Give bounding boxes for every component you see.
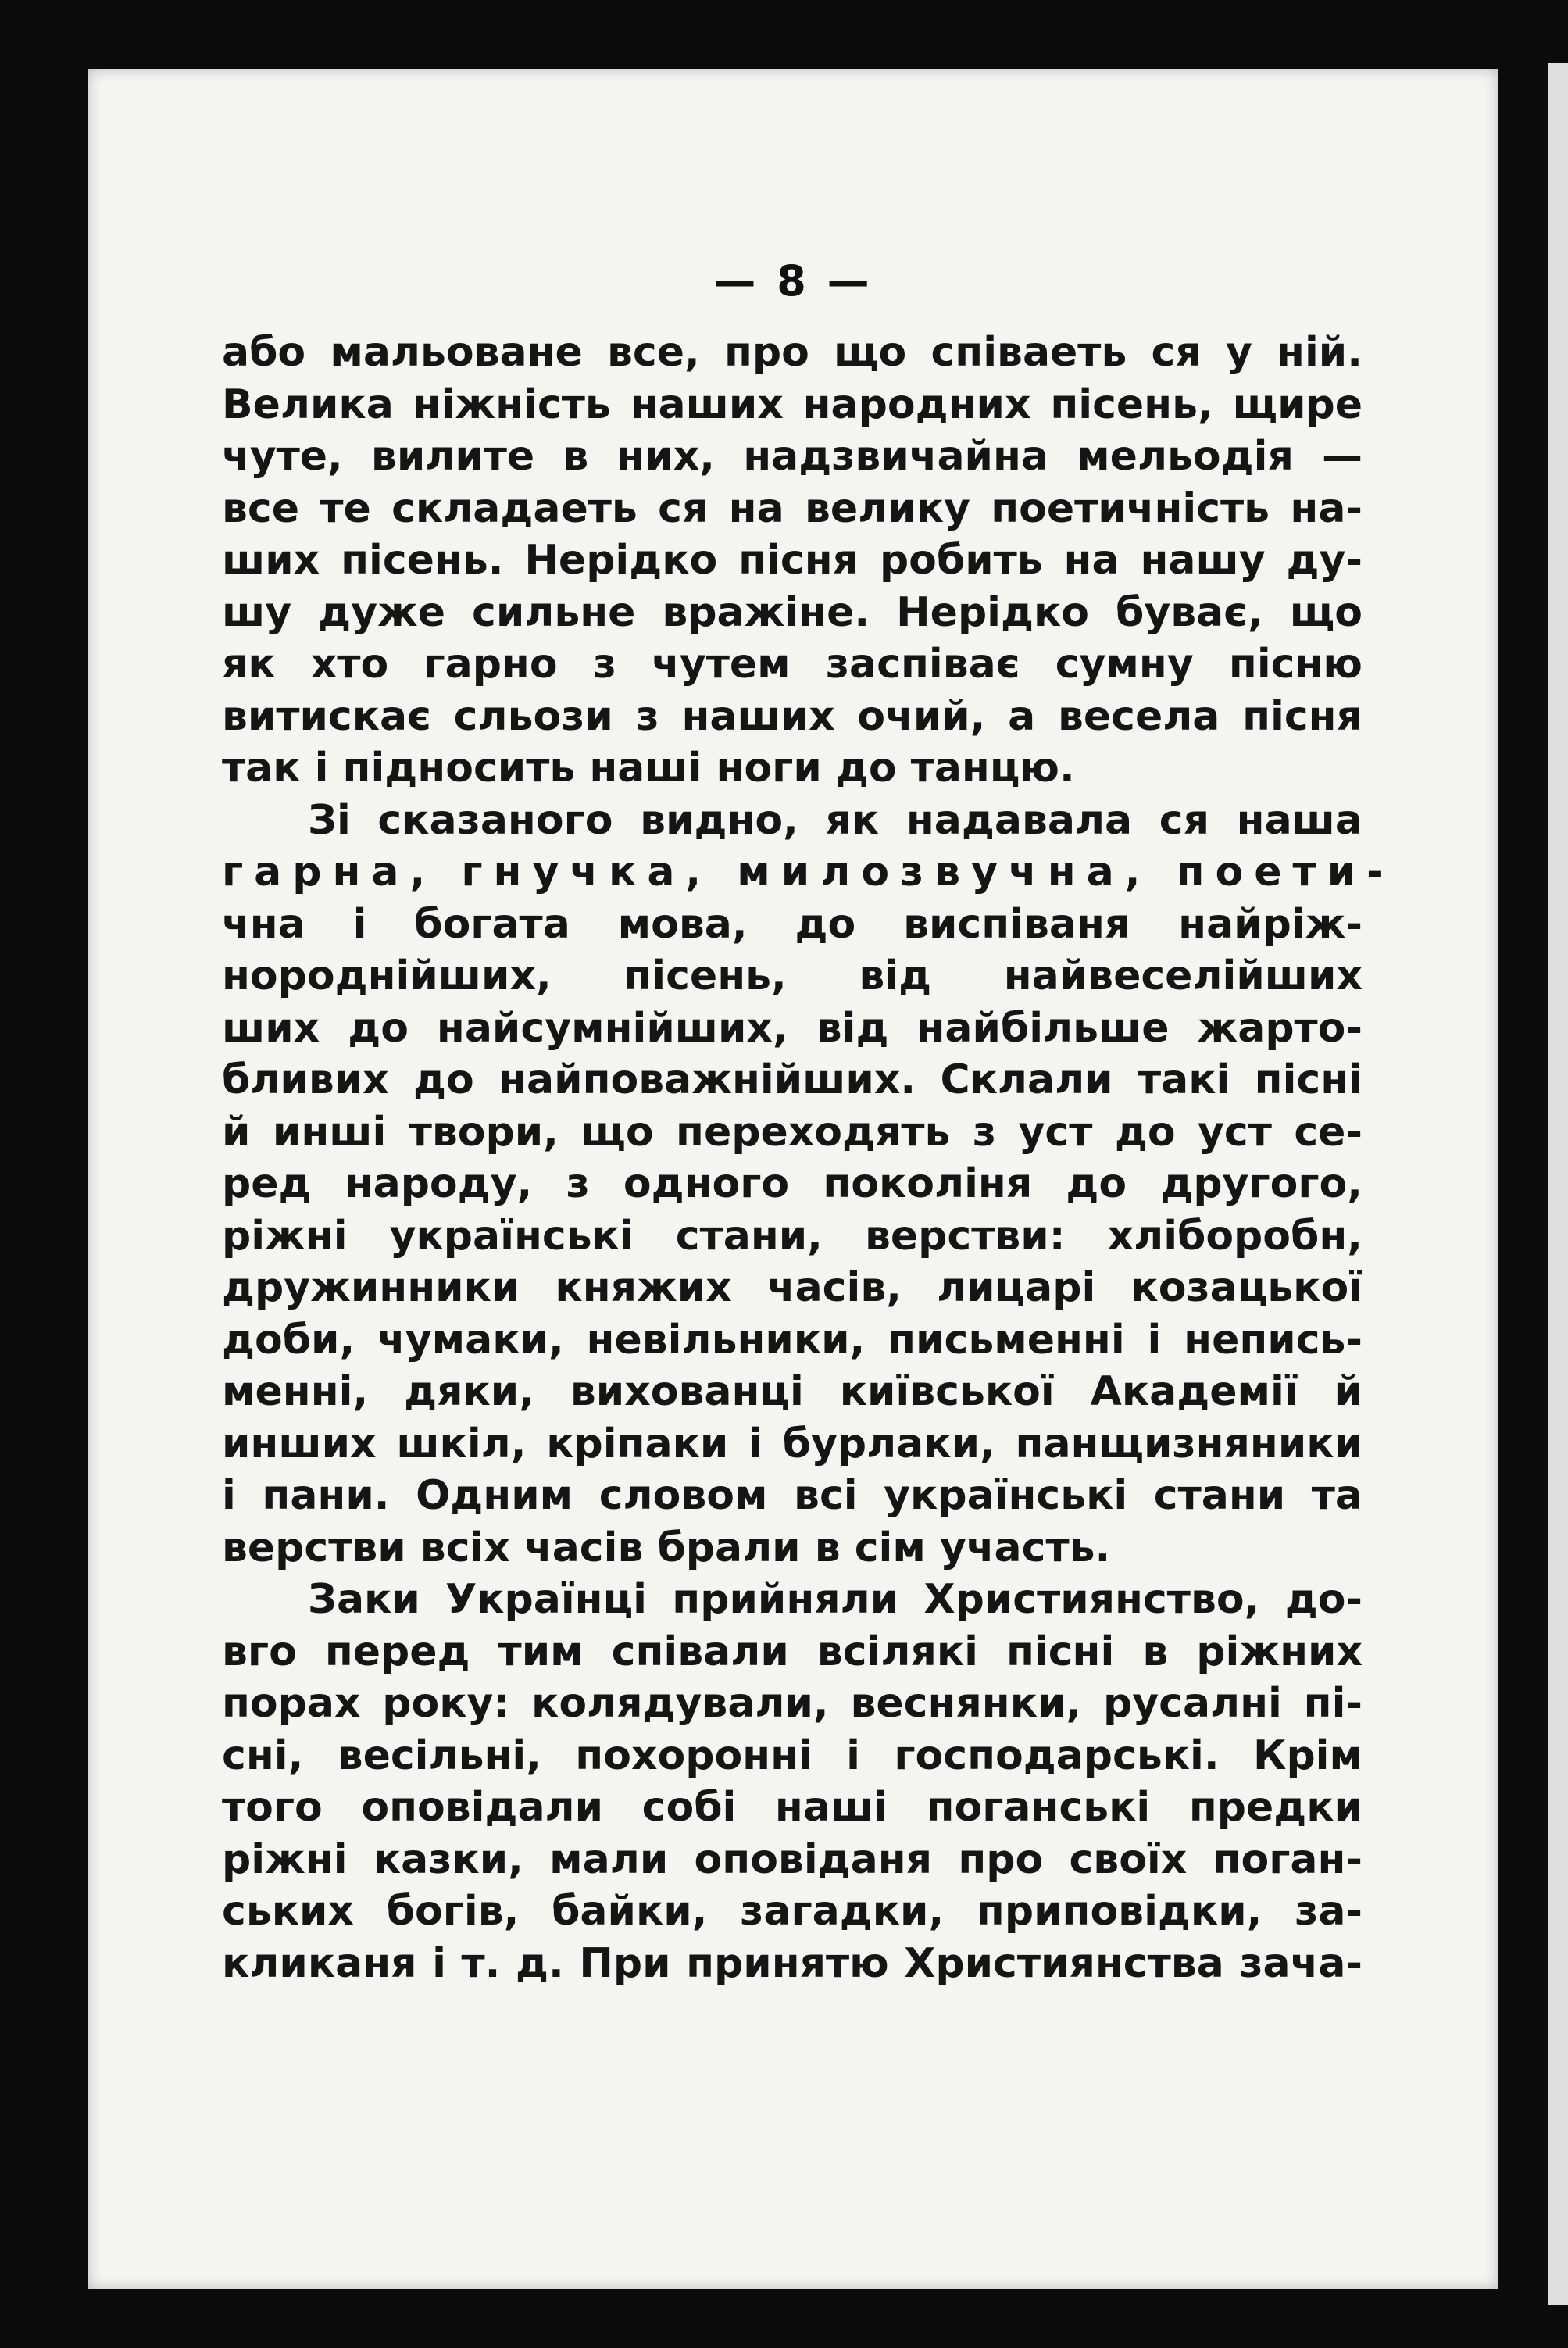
text-line: все те складаеть ся на велику поетичність на- bbox=[222, 484, 1363, 532]
text-line: Заки Українці прийняли Християнство, до- bbox=[308, 1576, 1363, 1623]
text-line: гарна, гнучка, милозвучна, поети- bbox=[222, 849, 1395, 895]
text-line: доби, чумаки, невільники, письменні і непись- bbox=[222, 1316, 1363, 1363]
text-line: нороднійших, пісень, від найвеселійших bbox=[222, 952, 1363, 999]
text-line: так і підносить наші ноги до танцю. bbox=[222, 745, 1075, 792]
text-line: менні, дяки, вихованці київської Академії й bbox=[222, 1368, 1363, 1415]
text-line: ріжні казки, мали оповіданя про своїх поган- bbox=[222, 1835, 1363, 1883]
text-line: витискає сльози з наших очий, а весела пісня bbox=[222, 692, 1363, 740]
text-line: ших до найсумнійших, від найбільше жарто- bbox=[222, 1004, 1363, 1052]
text-line: кликаня і т. д. При принятю Християнства зача- bbox=[222, 1939, 1363, 1987]
text-line: шу дуже сильне вражіне. Нерідко буває, що bbox=[222, 588, 1363, 636]
text-line: вго перед тим співали всілякі пісні в ріжних bbox=[222, 1628, 1363, 1675]
text-line: того оповідали собі наші поганські предки bbox=[222, 1784, 1363, 1831]
text-line: инших шкіл, кріпаки і бурлаки, панщизняники bbox=[222, 1420, 1363, 1467]
text-line: сні, весільні, похоронні і господарські. Крім bbox=[222, 1732, 1363, 1779]
text-line: ших пісень. Нерідко пісня робить на нашу ду- bbox=[222, 537, 1363, 584]
book-page bbox=[88, 69, 1498, 2289]
text-line: як хто гарно з чутем заспіває сумну пісню bbox=[222, 641, 1363, 688]
text-line: порах року: колядували, веснянки, русалні пі- bbox=[222, 1680, 1363, 1727]
text-line: ріжні українські стани, верстви: хліборобн, bbox=[222, 1212, 1363, 1260]
page-number: — 8 — bbox=[713, 256, 873, 306]
text-line: чна і богата мова, до виспіваня найріж- bbox=[222, 900, 1363, 948]
text-line: ред народу, з одного поколіня до другого, bbox=[222, 1160, 1363, 1207]
text-line: ських богів, байки, загадки, приповідки, за- bbox=[222, 1888, 1363, 1935]
text-line: бливих до найповажнійших. Склали такі пісні bbox=[222, 1056, 1363, 1103]
text-line: і пани. Одним словом всі українські стани та bbox=[222, 1472, 1363, 1519]
adjacent-page-edge bbox=[1548, 63, 1568, 2305]
text-line: верстви всіх часів брали в сім участь. bbox=[222, 1524, 1111, 1571]
text-line: або мальоване все, про що співаеть ся у ній. bbox=[222, 329, 1363, 376]
body-text bbox=[222, 327, 1395, 1989]
text-line: Велика ніжність наших народних пісень, щире bbox=[222, 381, 1363, 428]
text-line: дружинники княжих часів, лицарі козацької bbox=[222, 1264, 1363, 1311]
text-line: чуте, вилите в них, надзвичайна мельодія — bbox=[222, 433, 1363, 480]
text-line: Зі сказаного видно, як надавала ся наша bbox=[308, 796, 1363, 844]
text-line: й инші твори, що переходять з уст до уст се- bbox=[222, 1108, 1363, 1156]
